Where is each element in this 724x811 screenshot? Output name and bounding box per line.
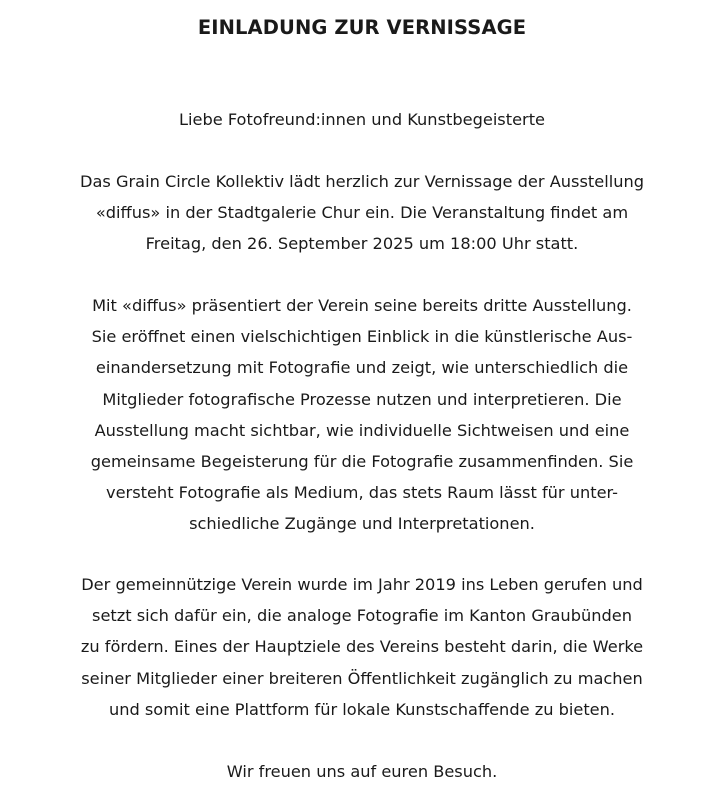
paragraph-line: versteht Fotografie als Medium, das stets Raum lässt für unter- xyxy=(106,483,618,503)
paragraph-line: Ausstellung macht sichtbar, wie individuelle Sichtweisen und eine xyxy=(94,420,630,440)
paragraph-line: und somit eine Plattform für lokale Kunstschaffende zu bieten. xyxy=(108,699,616,719)
paragraph-line: «diffus» in der Stadtgalerie Chur ein. Die Veranstaltung findet am xyxy=(95,203,629,223)
page-title: EINLADUNG ZUR VERNISSAGE xyxy=(197,16,527,39)
paragraph-line: Sie eröffnet einen vielschichtigen Einblick in die künstlerische Aus- xyxy=(91,327,633,347)
paragraph-line: schiedliche Zugänge und Interpretationen. xyxy=(189,514,535,534)
paragraph-line: setzt sich dafür ein, die analoge Fotografie im Kanton Graubünden xyxy=(92,606,632,626)
paragraph-line: zu fördern. Eines der Hauptziele des Vereins besteht darin, die Werke xyxy=(80,637,644,657)
paragraph-line: gemeinsame Begeisterung für die Fotografie zusammenfinden. Sie xyxy=(90,452,634,472)
paragraph-association xyxy=(0,569,724,725)
paragraph-line: Das Grain Circle Kollektiv lädt herzlich zur Vernissage der Ausstellung xyxy=(79,172,644,191)
paragraph-line: Freitag, den 26. September 2025 um 18:00 Uhr statt. xyxy=(145,234,579,254)
closing-line: Wir freuen uns auf euren Besuch. xyxy=(226,762,498,781)
paragraph-line: Mitglieder fotografische Prozesse nutzen und interpretieren. Die xyxy=(102,389,622,409)
paragraph-line: seiner Mitglieder einer breiteren Öffentlichkeit zugänglich zu machen xyxy=(81,668,643,688)
paragraph-line: einandersetzung mit Fotografie und zeigt, wie unterschiedlich die xyxy=(95,358,629,378)
greeting: Liebe Fotofreund:innen und Kunstbegeisterte xyxy=(178,110,546,129)
paragraph-line: Mit «diffus» präsentiert der Verein seine bereits dritte Ausstellung. xyxy=(92,296,632,315)
paragraph-event-details xyxy=(0,166,724,260)
paragraph-exhibition xyxy=(0,290,724,540)
paragraph-line: Der gemeinnützige Verein wurde im Jahr 2019 ins Leben gerufen und xyxy=(81,575,643,594)
